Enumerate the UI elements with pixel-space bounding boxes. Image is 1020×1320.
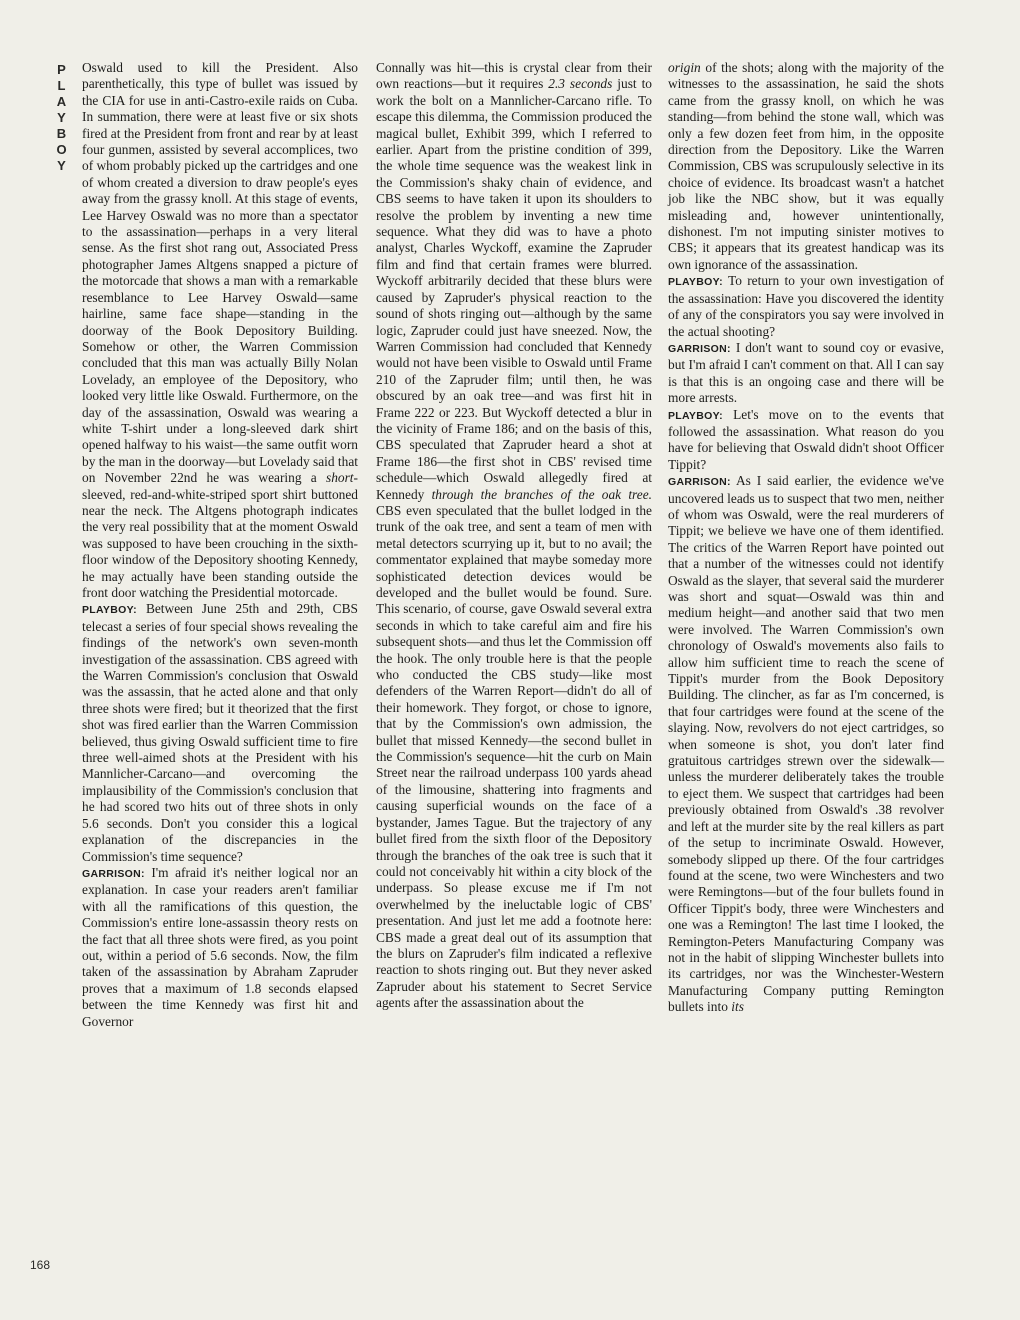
speaker-label: PLAYBOY: — [668, 409, 723, 422]
speaker-label: GARRISON: — [668, 342, 731, 355]
interview-question: PLAYBOY: Between June 25th and 29th, CBS telecast a series of four special shows revealing the findings of the network's own seven-month investigation of the assassination. CBS agreed with the Warren Commission's conclusion that Oswald was the assassin, that he acted alone and that only three shots were fired; but it theorized that the first shot was fired earlier than the Warren Commission believed, thus giving Oswald sufficient time to fire three well-aimed shots at the President with his Mannlicher-Carcano—and overcoming the implausibility of the Commission's conclusion that he had scored two hits out of three shots in only 5.6 seconds. Don't you consider this a logical explanation of the discrepancies in the Commission's time sequence? — [82, 601, 358, 864]
interview-answer: GARRISON: I'm afraid it's neither logical nor an explanation. In case your readers aren't familiar with all the ramifications of this question, the Commission's entire lone-assassin theory rests on the fact that all three shots were fired, as you point out, within a period of 5.6 seconds. Now, the film taken of the assassination by Abraham Zapruder proves that a maximum of 1.8 seconds elapsed between the time Kennedy was first hit and Governor — [82, 864, 358, 1029]
speaker-label: PLAYBOY: — [82, 604, 137, 617]
interview-question: PLAYBOY: To return to your own investigation of the assassination: Have you discovered the identity of any of the conspirators you say were involved in the actual shooting? — [668, 273, 944, 339]
speaker-label: GARRISON: — [82, 867, 145, 880]
magazine-brand: PLAYBOY — [54, 62, 69, 174]
interview-answer: GARRISON: As I said earlier, the evidence we've uncovered leads us to suspect that two men, neither of whom was Oswald, were the real murderers of Tippit; we believe we have one of them identified. The critics of the Warren Report have pointed out that a number of the witnesses could not identify Oswald as the slayer, that several said the murderer was short and squat—Oswald was thin and medium height—and another said that two men were involved. The Warren Commission's own chronology of Oswald's movements also fails to allow him sufficient time to reach the scene of Tippit's murder from the Book Depository Building. The clincher, as far as I'm concerned, is that four cartridges were found at the scene of the slaying. Now, revolvers do not eject cartridges, so when someone is shot, you don't later find gratuitous cartridges strewn over the sidewalk—unless the murderer deliberately takes the trouble to eject them. We suspect that cartridges had been previously obtained from Oswald's .38 revolver and left at the murder site by the real killers as part of the setup to incriminate Oswald. However, somebody slipped up there. Of the four cartridges found at the scene, two were Winchesters and two were Remingtons—but of the four bullets found in Officer Tippit's body, three were Winchesters and one was a Remington! The last time I looked, the Remington-Peters Manufacturing Company was not in the habit of slipping Winchester bullets into its cartridges, nor was the Winchester-Western Manufacturing Company putting Remington bullets into its — [668, 473, 945, 1015]
interview-question: PLAYBOY: Let's move on to the events that followed the assassination. What reason do you have for believing that Oswald didn't shoot Officer Tippit? — [668, 406, 944, 472]
column-2 — [376, 60, 652, 1012]
page-number: 168 — [30, 1258, 51, 1272]
speaker-label: PLAYBOY: — [668, 276, 723, 289]
paragraph: Connally was hit—this is crystal clear from their own reactions—but it requires 2.3 seconds just to work the bolt on a Mannlicher-Carcano rifle. To escape this dilemma, the Commission produced the magical bullet, Exhibit 399, which I referred to earlier. Apart from the pristine condition of 399, the whole time sequence was the weakest link in the Commission's shaky chain of evidence, and CBS seems to have taken it upon its shoulders to resolve the problem by inventing a new time sequence. What they did was to have a photo analyst, Charles Wyckoff, examine the Zapruder film and find that certain frames were blurred. Wyckoff arbitrarily decided that these blurs were caused by Zapruder's physical reaction to the sound of shots ringing out—although by the same logic, Zapruder could just have sneezed. Now, the Warren Commission had concluded that Kennedy would not have been visible to Oswald until Frame 210 of the Zapruder film; until then, he was obscured by an oak tree—and was first hit in Frame 222 or 223. But Wyckoff detected a blur in the vicinity of Frame 186; and on the basis of this, CBS speculated that Zapruder heard a shot at Frame 186—the first shot in CBS' revised time schedule—which Oswald allegedly fired at Kennedy through the branches of the oak tree. CBS even speculated that the bullet lodged in the trunk of the oak tree, and sent a team of men with metal detectors scurrying up it, but to no avail; the commentator explained that maybe someday more sophisticated detection devices would be developed and the bullet would be found. Sure. This scenario, of course, gave Oswald several extra seconds in which to take careful aim and fire his subsequent shots—and thus let the Commission off the hook. The only trouble here is that the people who conducted the CBS study—like most defenders of the Warren Report—didn't do all of their homework. They forgot, or chose to ignore, that by the Commission's own admission, the bullet that missed Kennedy—the second bullet in the Commission's sequence—hit the curb on Main Street near the railroad underpass 100 yards ahead of the limousine, shattering into fragments and causing superficial wounds on the face of a bystander, James Tague. But the trajectory of any bullet fired from the sixth floor of the Depository through the branches of the oak tree is such that it could not conceivably hit within a city block of the underpass. So please excuse me if I'm not overwhelmed by the ineluctable logic of CBS' presentation. And just let me add a footnote here: CBS made a great deal out of its assumption that the blurs on Zapruder's film indicated a reflexive reaction to shots ringing out. But they never asked Zapruder about his statement to Secret Service agents after the assassination about the — [376, 60, 652, 1011]
column-1 — [82, 60, 358, 1030]
speaker-label: GARRISON: — [668, 476, 731, 489]
paragraph: Oswald used to kill the President. Also parenthetically, this type of bullet was issued by the CIA for use in anti-Castro-exile raids on Cuba. In summation, there were at least five or six shots fired at the President from front and rear by at least four gunmen, assisted by several accomplices, two of whom probably picked up the cartridges and one of whom created a diversion to draw people's eyes away from the grassy knoll. At this stage of events, Lee Harvey Oswald was no more than a spectator to the assassination—perhaps in a very literal sense. As the first shot rang out, Associated Press photographer James Altgens snapped a picture of the motorcade that shows a man with a remarkable resemblance to Lee Harvey Oswald—same hairline, same face shape—standing in the doorway of the Book Depository Building. Somehow or other, the Warren Commission concluded that this man was actually Billy Nolan Lovelady, an employee of the Depository, who looked very little like Oswald. Furthermore, on the day of the assassination, Oswald was wearing a white T-shirt under a long-sleeved dark shirt opened halfway to his waist—the same outfit worn by the man in the doorway—but Lovelady said that on November 22nd he was wearing a short-sleeved, red-and-white-striped sport shirt buttoned near the neck. The Altgens photograph indicates the very real possibility that at the moment Oswald was supposed to have been crouching in the sixth-floor window of the Depository shooting Kennedy, he may actually have been standing outside the front door watching the Presidential motorcade. — [82, 60, 358, 600]
column-3 — [668, 60, 944, 1016]
interview-answer: GARRISON: I don't want to sound coy or evasive, but I'm afraid I can't comment on that. All I can say is that this is an ongoing case and there will be more arrests. — [668, 339, 944, 406]
paragraph: origin of the shots; along with the majority of the witnesses to the assassination, he said the shots came from the grassy knoll, on which he was standing—from behind the stone wall, which was only a few dozen feet from him, in the opposite direction from the Depository. Like the Warren Commission, CBS was scrupulously selective in its choice of evidence. Its broadcast wasn't a hatchet job like the NBC show, but it was equally misleading and, however unintentionally, dishonest. I'm not imputing sinister motives to CBS; it appears that its greatest handicap was its own ignorance of the assassination. — [668, 60, 944, 272]
